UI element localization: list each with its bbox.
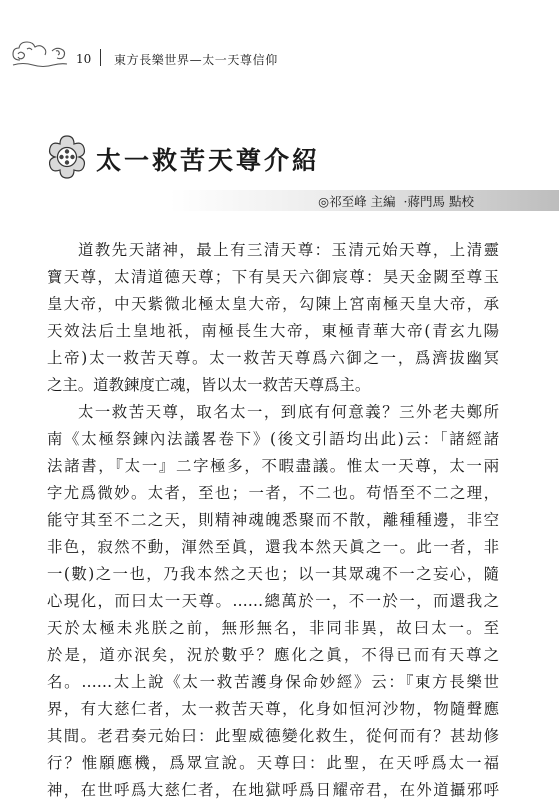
running-title: 東方長樂世界—太一天尊信仰: [114, 53, 278, 67]
text-line: 天效法后土皇地祇，南極長生大帝，東極青華大帝(青玄九陽: [47, 322, 499, 340]
text-line: 上帝)太一救苦天尊。太一救苦天尊爲六御之一，爲濟拔幽冥: [47, 349, 499, 367]
paragraph-1: [47, 237, 499, 399]
page-number: 10: [76, 52, 92, 66]
text-line: 神，在世呼爲大慈仁者，在地獄呼爲日耀帝君，在外道攝邪呼: [47, 781, 499, 799]
text-line: 心現化，而曰太一天尊。……總萬於一，不一於一，而還我之: [47, 592, 499, 610]
text-line: 字尤爲微妙。太者，至也；一者，不二也。苟悟至不二之理，: [47, 484, 499, 502]
text-line: 太一救苦天尊，取名太一，到底有何意義？三外老夫鄭所: [78, 403, 499, 421]
text-line: 南《太極祭鍊內法議畧卷下》(後文引語均出此)云：「諸經諸: [47, 430, 499, 448]
body-text: [47, 237, 499, 804]
text-line: 非色，寂然不動，渾然至眞，還我本然天眞之一。此一者，非: [47, 538, 499, 556]
byline: [318, 192, 474, 210]
text-line: 道教先天諸神，最上有三清天尊：玉清元始天尊，上清靈: [78, 241, 499, 259]
text-line: 名。……太上說《太一救苦護身保命妙經》云：『東方長樂世: [47, 673, 499, 691]
text-line: 能守其至不二之天，則精神魂魄悉聚而不散，離種種邊，非空: [47, 511, 499, 529]
text-line: 法諸書，『太一』二字極多，不暇盡議。惟太一天尊，太一兩: [47, 457, 499, 475]
text-line: 寶天尊，太清道德天尊；下有昊天六御宸尊：昊天金闕至尊玉: [47, 268, 499, 286]
text-line: 一(數)之一也，乃我本然之天也；以一其眾魂不一之妄心，隨: [47, 565, 499, 583]
text-line: 其間。老君奏元始曰：此聖威德變化救生，從何而有？甚劫修: [47, 727, 499, 745]
text-line: 於是，道亦泯矣，況於數乎？應化之眞，不得已而有天尊之: [47, 646, 499, 664]
text-line: 之主。道教鍊度亡魂，皆以太一救苦天尊爲主。: [47, 376, 371, 394]
cloud-scroll-icon: [6, 38, 76, 72]
header-divider: [100, 49, 101, 66]
paragraph-2: [47, 399, 499, 804]
text-line: 天於太極未兆朕之前，無形無名，非同非異，故曰太一。至: [47, 619, 499, 637]
flower-emblem-icon: [44, 134, 90, 180]
chapter-title: 太一救苦天尊介紹: [96, 146, 321, 175]
byline-author: ◎祁至峰 主編: [318, 194, 396, 209]
text-line: 界，有大慈仁者，太一救苦天尊，化身如恒河沙物，物隨聲應: [47, 700, 499, 718]
text-line: 行？惟願應機，爲眾宣說。天尊曰：此聖，在天呼爲太一福: [47, 754, 499, 772]
text-line: 皇大帝，中天紫微北極太皇大帝，勾陳上宮南極天皇大帝，承: [47, 295, 499, 313]
byline-proofreader: ·蔣門馬 點校: [403, 194, 474, 209]
